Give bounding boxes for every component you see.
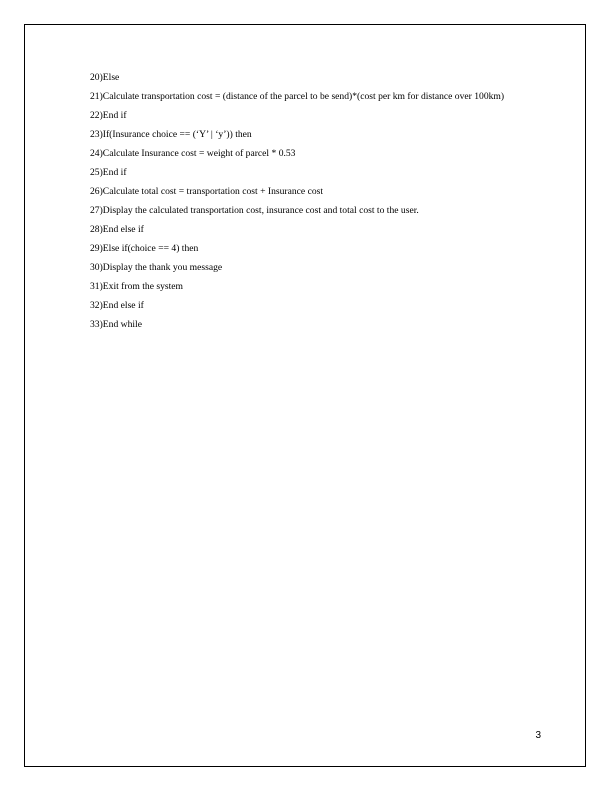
step-text: End while: [102, 319, 142, 330]
step-text: Calculate transportation cost = (distance of the parcel to be send)*(cost per km for distance over 100km): [102, 91, 505, 102]
algorithm-step: [90, 125, 539, 144]
algorithm-step: [90, 106, 539, 125]
step-number: 33): [90, 319, 103, 330]
algorithm-step: [90, 258, 539, 277]
step-text: Calculate Insurance cost = weight of parcel * 0.53: [102, 148, 296, 159]
step-number: 25): [90, 167, 103, 178]
step-text: Exit from the system: [102, 281, 183, 292]
step-text: Calculate total cost = transportation cost + Insurance cost: [102, 186, 324, 197]
step-number: 26): [90, 186, 103, 197]
algorithm-step: [90, 277, 539, 296]
step-text: If(Insurance choice == (‘Y’ | ‘y’)) then: [102, 129, 252, 140]
step-text: Display the calculated transportation cost, insurance cost and total cost to the user.: [102, 205, 419, 216]
algorithm-step: [90, 315, 539, 334]
step-number: 28): [90, 224, 103, 235]
algorithm-step: [90, 144, 539, 163]
algorithm-step: [90, 296, 539, 315]
algorithm-step: [90, 201, 539, 220]
step-number: 20): [90, 72, 103, 83]
algorithm-steps: [90, 68, 539, 334]
step-text: Else: [102, 72, 120, 83]
step-number: 31): [90, 281, 103, 292]
step-text: Display the thank you message: [102, 262, 223, 273]
algorithm-step: [90, 163, 539, 182]
algorithm-step: [90, 68, 539, 87]
step-number: 22): [90, 110, 103, 121]
algorithm-step: [90, 182, 539, 201]
step-number: 27): [90, 205, 103, 216]
step-number: 21): [90, 91, 103, 102]
step-text: End else if: [102, 300, 144, 311]
algorithm-step: [90, 239, 539, 258]
step-number: 29): [90, 243, 103, 254]
step-text: Else if(choice == 4) then: [102, 243, 199, 254]
step-number: 24): [90, 148, 103, 159]
algorithm-step: [90, 87, 539, 106]
algorithm-step: [90, 220, 539, 239]
step-text: End if: [102, 167, 127, 178]
page-number: 3: [535, 730, 541, 741]
step-number: 23): [90, 129, 103, 140]
step-number: 30): [90, 262, 103, 273]
step-text: End if: [102, 110, 127, 121]
step-number: 32): [90, 300, 103, 311]
step-text: End else if: [102, 224, 144, 235]
